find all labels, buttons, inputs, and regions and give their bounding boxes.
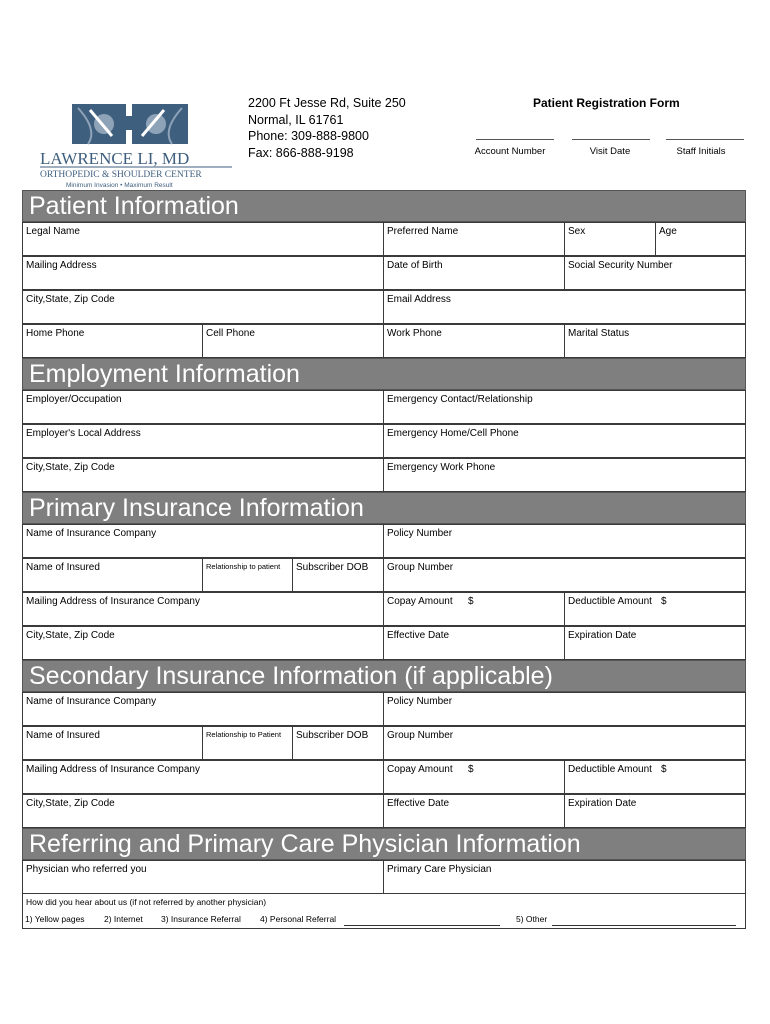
secondary-copay-amount-field[interactable]	[383, 760, 565, 794]
visit-date-line[interactable]	[572, 139, 650, 140]
sex-field[interactable]	[564, 222, 656, 256]
field-label: Subscriber DOB	[296, 562, 369, 573]
field-label: Group Number	[387, 730, 454, 741]
visit-date-label: Visit Date	[589, 146, 631, 157]
employer-address-field[interactable]	[22, 424, 384, 458]
field-label: Expiration Date	[568, 630, 637, 641]
primary-group-number-field[interactable]	[383, 558, 746, 592]
section-secondary-insurance	[22, 660, 746, 692]
primary-name-of-insured-field[interactable]	[22, 558, 203, 592]
field-label: Policy Number	[387, 696, 453, 707]
section-title: Referring and Primary Care Physician Information	[29, 830, 581, 858]
field-label: Policy Number	[387, 528, 453, 539]
primary-policy-number-field[interactable]	[383, 524, 746, 558]
address-fax: Fax: 866-888-9198	[248, 145, 354, 160]
field-label: Subscriber DOB	[296, 730, 369, 741]
mailing-address-field[interactable]	[22, 256, 384, 290]
emergency-work-phone-field[interactable]	[383, 458, 746, 492]
field-label: Deductible Amount	[568, 764, 652, 775]
legal-name-field[interactable]	[22, 222, 384, 256]
primary-insurance-city-state-zip-field[interactable]	[22, 626, 384, 660]
secondary-insurance-city-state-zip-field[interactable]	[22, 794, 384, 828]
field-label: Emergency Contact/Relationship	[387, 394, 533, 405]
logo-graphic	[38, 100, 238, 190]
preferred-name-field[interactable]	[383, 222, 565, 256]
city-state-zip-field[interactable]	[22, 290, 384, 324]
field-label: Primary Care Physician	[387, 864, 492, 875]
field-label: Group Number	[387, 562, 454, 573]
ssn-field[interactable]	[564, 256, 746, 290]
currency-symbol: $	[468, 764, 474, 775]
currency-symbol: $	[661, 764, 667, 775]
address-phone: Phone: 309-888-9800	[248, 129, 369, 143]
practice-logo	[38, 100, 238, 190]
secondary-policy-number-field[interactable]	[383, 692, 746, 726]
cell-phone-field[interactable]	[202, 324, 384, 358]
secondary-deductible-amount-field[interactable]	[564, 760, 746, 794]
field-label: Employer's Local Address	[26, 428, 141, 439]
emergency-contact-field[interactable]	[383, 390, 746, 424]
secondary-name-of-insured-field[interactable]	[22, 726, 203, 760]
employer-city-state-zip-field[interactable]	[22, 458, 384, 492]
logo-tagline: Minimum Invasion • Maximum Result	[66, 182, 173, 189]
field-label: Email Address	[387, 294, 451, 305]
account-number-label: Account Number	[474, 146, 546, 157]
field-label: City,State, Zip Code	[26, 630, 115, 641]
primary-expiration-date-field[interactable]	[564, 626, 746, 660]
field-label: Copay Amount	[387, 596, 453, 607]
section-title: Primary Insurance Information	[29, 494, 364, 522]
secondary-effective-date-field[interactable]	[383, 794, 565, 828]
field-label: Expiration Date	[568, 798, 637, 809]
secondary-expiration-date-field[interactable]	[564, 794, 746, 828]
marital-status-field[interactable]	[564, 324, 746, 358]
email-address-field[interactable]	[383, 290, 746, 324]
home-phone-field[interactable]	[22, 324, 203, 358]
section-primary-insurance	[22, 492, 746, 524]
secondary-insurance-mailing-address-field[interactable]	[22, 760, 384, 794]
account-number-line[interactable]	[476, 139, 554, 140]
referring-physician-field[interactable]	[22, 860, 384, 894]
primary-insurance-mailing-address-field[interactable]	[22, 592, 384, 626]
option-insurance-referral[interactable]: 3) Insurance Referral	[161, 914, 241, 924]
primary-care-physician-field[interactable]	[383, 860, 746, 894]
section-title: Patient Information	[29, 192, 239, 220]
field-label: Name of Insurance Company	[26, 696, 157, 707]
currency-symbol: $	[661, 596, 667, 607]
age-field[interactable]	[655, 222, 746, 256]
staff-initials-label: Staff Initials	[676, 146, 726, 157]
field-label: Legal Name	[26, 226, 80, 237]
section-patient-information	[22, 190, 746, 222]
secondary-relationship-field[interactable]	[202, 726, 293, 760]
primary-relationship-field[interactable]	[202, 558, 293, 592]
primary-insurance-company-field[interactable]	[22, 524, 384, 558]
field-label: Name of Insurance Company	[26, 528, 157, 539]
practice-address	[248, 95, 406, 161]
field-label: Physician who referred you	[26, 864, 147, 875]
employer-occupation-field[interactable]	[22, 390, 384, 424]
option-yellow-pages[interactable]: 1) Yellow pages	[25, 914, 85, 924]
field-label: Home Phone	[26, 328, 85, 339]
address-line2: Normal, IL 61761	[248, 112, 344, 127]
field-label: Sex	[568, 226, 586, 237]
other-line[interactable]	[552, 925, 736, 926]
field-label: Emergency Work Phone	[387, 462, 496, 473]
section-title: Employment Information	[29, 360, 300, 388]
field-label: Effective Date	[387, 798, 450, 809]
field-label: Mailing Address of Insurance Company	[26, 764, 200, 775]
field-label: Mailing Address	[26, 260, 97, 271]
personal-referral-line[interactable]	[344, 925, 500, 926]
field-label: Deductible Amount	[568, 596, 652, 607]
logo-subtitle: ORTHOPEDIC & SHOULDER CENTER	[40, 170, 202, 180]
date-of-birth-field[interactable]	[383, 256, 565, 290]
form-title: Patient Registration Form	[533, 96, 680, 110]
secondary-insurance-company-field[interactable]	[22, 692, 384, 726]
primary-deductible-amount-field[interactable]	[564, 592, 746, 626]
field-label: Date of Birth	[387, 260, 443, 271]
field-label: City,State, Zip Code	[26, 798, 115, 809]
field-label: Emergency Home/Cell Phone	[387, 428, 519, 439]
field-label: Effective Date	[387, 630, 450, 641]
field-label: Copay Amount	[387, 764, 453, 775]
field-label: Work Phone	[387, 328, 442, 339]
currency-symbol: $	[468, 596, 474, 607]
field-label: Age	[659, 226, 677, 237]
secondary-group-number-field[interactable]	[383, 726, 746, 760]
logo-name: LAWRENCE LI, MD	[40, 149, 190, 168]
primary-subscriber-dob-field[interactable]	[292, 558, 384, 592]
field-label: Name of Insured	[26, 730, 100, 741]
field-label: Social Security Number	[568, 260, 673, 271]
work-phone-field[interactable]	[383, 324, 565, 358]
staff-initials-line[interactable]	[666, 139, 744, 140]
field-label: Preferred Name	[387, 226, 459, 237]
emergency-home-phone-field[interactable]	[383, 424, 746, 458]
secondary-subscriber-dob-field[interactable]	[292, 726, 384, 760]
field-label: City,State, Zip Code	[26, 294, 115, 305]
address-line1: 2200 Ft Jesse Rd, Suite 250	[248, 96, 406, 110]
section-employment-information	[22, 358, 746, 390]
field-label: Relationship to patient	[206, 562, 281, 571]
field-label: Employer/Occupation	[26, 394, 122, 405]
option-personal-referral[interactable]: 4) Personal Referral	[260, 914, 337, 924]
option-other[interactable]: 5) Other	[516, 914, 548, 924]
field-label: Relationship to Patient	[206, 730, 282, 739]
field-label: Marital Status	[568, 328, 630, 339]
option-internet[interactable]: 2) Internet	[104, 914, 143, 924]
primary-copay-amount-field[interactable]	[383, 592, 565, 626]
field-label: City,State, Zip Code	[26, 462, 115, 473]
field-label: Mailing Address of Insurance Company	[26, 596, 200, 607]
referral-question: How did you hear about us (if not referred by another physician)	[26, 897, 267, 907]
field-label: Cell Phone	[206, 328, 255, 339]
section-referring-physician	[22, 828, 746, 860]
primary-effective-date-field[interactable]	[383, 626, 565, 660]
field-label: Name of Insured	[26, 562, 100, 573]
section-title: Secondary Insurance Information (if applicable)	[29, 662, 553, 690]
